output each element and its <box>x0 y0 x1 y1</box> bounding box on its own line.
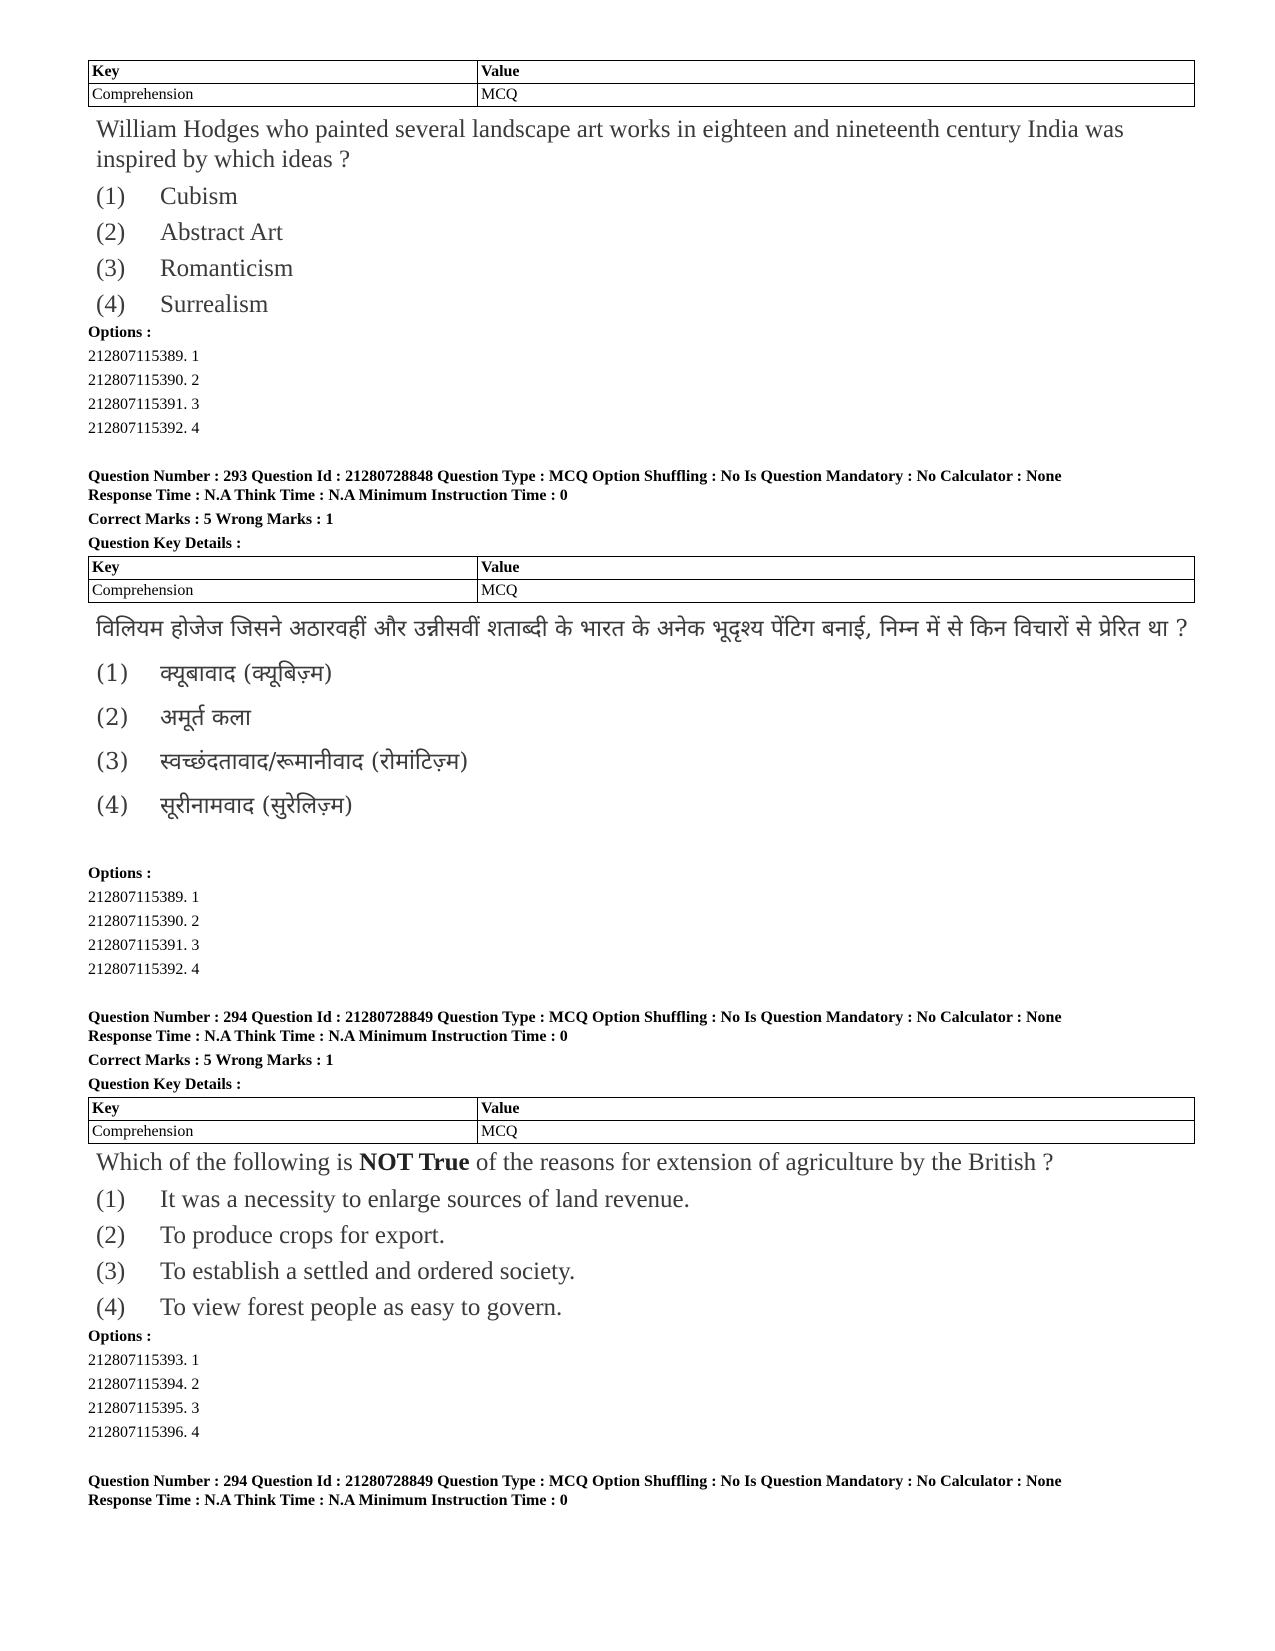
choice-1 <box>96 652 1196 696</box>
question-meta <box>88 1008 1208 1094</box>
choice-1 <box>96 179 1196 215</box>
table-header-row <box>89 557 1195 580</box>
option-id: 212807115394. 2 <box>88 1376 200 1393</box>
choice-number: (3) <box>96 749 129 775</box>
table-header-row <box>89 61 1195 84</box>
choice-number: (2) <box>96 1222 126 1249</box>
choice-3 <box>96 740 1196 784</box>
option-id: 212807115396. 4 <box>88 1424 200 1441</box>
options-label: Options : <box>88 324 152 341</box>
choice-number: (3) <box>96 1258 126 1285</box>
choice-3 <box>96 1254 1196 1290</box>
choice-number: (2) <box>96 705 129 731</box>
question-key-table <box>88 556 1195 603</box>
value-header: Value <box>478 61 1195 84</box>
table-header-row <box>89 1098 1195 1121</box>
table-row <box>89 1121 1195 1144</box>
meta-line-2: Response Time : N.A Think Time : N.A Minimum Instruction Time : 0 <box>88 1028 568 1045</box>
choice-3 <box>96 251 1196 287</box>
meta-line-2: Response Time : N.A Think Time : N.A Minimum Instruction Time : 0 <box>88 1492 568 1509</box>
marks: Correct Marks : 5 Wrong Marks : 1 <box>88 511 334 528</box>
choice-number: (4) <box>96 1294 126 1321</box>
choice-2 <box>96 215 1196 251</box>
key-header: Key <box>89 61 478 84</box>
option-id: 212807115395. 3 <box>88 1400 200 1417</box>
stem-text: of the reasons for extension of agriculture by the British ? <box>469 1149 1054 1176</box>
value-cell: MCQ <box>478 1121 1195 1144</box>
choice-4 <box>96 784 1196 828</box>
options-list <box>88 1325 199 1445</box>
stem-text: Which of the following is <box>96 1149 360 1176</box>
choice-4 <box>96 1290 1196 1326</box>
choice-text: क्यूबावाद (क्यूबिज़्म) <box>160 661 333 687</box>
key-details-label: Question Key Details : <box>88 1076 242 1093</box>
choice-text: अमूर्त कला <box>160 705 251 731</box>
choice-number: (1) <box>96 183 126 210</box>
table-row <box>89 580 1195 603</box>
option-id: 212807115393. 1 <box>88 1352 200 1369</box>
stem-emphasis: NOT True <box>359 1149 470 1176</box>
key-details-label: Question Key Details : <box>88 535 242 552</box>
options-label: Options : <box>88 865 152 882</box>
choice-text: To establish a settled and ordered society. <box>160 1258 576 1285</box>
meta-line-1: Question Number : 294 Question Id : 21280728849 Question Type : MCQ Option Shuffling : No Is Question Mandatory : No Calculator : None <box>88 1473 1062 1490</box>
table-row <box>89 84 1195 107</box>
choice-text: Cubism <box>160 183 238 210</box>
key-cell: Comprehension <box>89 84 478 107</box>
choice-text: स्वच्छंदतावाद/रूमानीवाद (रोमांटिज़्म) <box>160 749 469 775</box>
choice-number: (1) <box>96 1186 126 1213</box>
choice-text: It was a necessity to enlarge sources of land revenue. <box>160 1186 690 1213</box>
choice-1 <box>96 1182 1196 1218</box>
choice-text: सूरीनामवाद (सुरेलिज़्म) <box>160 793 354 819</box>
value-header: Value <box>478 1098 1195 1121</box>
choice-text: To produce crops for export. <box>160 1222 445 1249</box>
value-header: Value <box>478 557 1195 580</box>
question-stem: William Hodges who painted several landscape art works in eighteen and nineteenth century India was inspired by which ideas ? <box>96 116 1124 173</box>
choice-number: (4) <box>96 291 126 318</box>
choice-2 <box>96 1218 1196 1254</box>
choice-2 <box>96 696 1196 740</box>
question-meta <box>88 1472 1208 1510</box>
key-header: Key <box>89 1098 478 1121</box>
choice-number: (1) <box>96 661 129 687</box>
meta-line-1: Question Number : 294 Question Id : 21280728849 Question Type : MCQ Option Shuffling : No Is Question Mandatory : No Calculator : None <box>88 1009 1062 1026</box>
choice-number: (2) <box>96 219 126 246</box>
key-cell: Comprehension <box>89 580 478 603</box>
option-id: 212807115389. 1 <box>88 348 200 365</box>
question-stem <box>96 1148 1196 1178</box>
choice-text: Romanticism <box>160 255 294 282</box>
question-293-image <box>96 610 1196 828</box>
option-id: 212807115391. 3 <box>88 937 200 954</box>
option-id: 212807115392. 4 <box>88 961 200 978</box>
meta-line-1: Question Number : 293 Question Id : 21280728848 Question Type : MCQ Option Shuffling : No Is Question Mandatory : No Calculator : None <box>88 468 1062 485</box>
question-meta <box>88 467 1208 553</box>
question-key-table <box>88 60 1195 107</box>
choice-4 <box>96 287 1196 323</box>
question-key-table <box>88 1097 1195 1144</box>
choice-number: (4) <box>96 793 129 819</box>
meta-line-2: Response Time : N.A Think Time : N.A Minimum Instruction Time : 0 <box>88 487 568 504</box>
value-cell: MCQ <box>478 84 1195 107</box>
option-id: 212807115389. 1 <box>88 889 200 906</box>
value-cell: MCQ <box>478 580 1195 603</box>
options-list <box>88 321 199 441</box>
marks: Correct Marks : 5 Wrong Marks : 1 <box>88 1052 334 1069</box>
choice-text: Abstract Art <box>160 219 283 246</box>
option-id: 212807115390. 2 <box>88 913 200 930</box>
choice-text: To view forest people as easy to govern. <box>160 1294 563 1321</box>
option-id: 212807115390. 2 <box>88 372 200 389</box>
question-292-image <box>96 115 1196 323</box>
key-cell: Comprehension <box>89 1121 478 1144</box>
options-label: Options : <box>88 1328 152 1345</box>
question-stem: विलियम होजेज जिसने अठारवहीं और उन्नीसवीं शताब्दी के भारत के अनेक भूदृश्य पेंटिग बनाई, निम्न में से किन विचारों से प्रेरित था ? <box>96 616 1188 642</box>
key-header: Key <box>89 557 478 580</box>
choice-number: (3) <box>96 255 126 282</box>
question-294-image <box>96 1148 1196 1326</box>
choice-text: Surrealism <box>160 291 269 318</box>
option-id: 212807115392. 4 <box>88 420 200 437</box>
options-list <box>88 862 199 982</box>
option-id: 212807115391. 3 <box>88 396 200 413</box>
